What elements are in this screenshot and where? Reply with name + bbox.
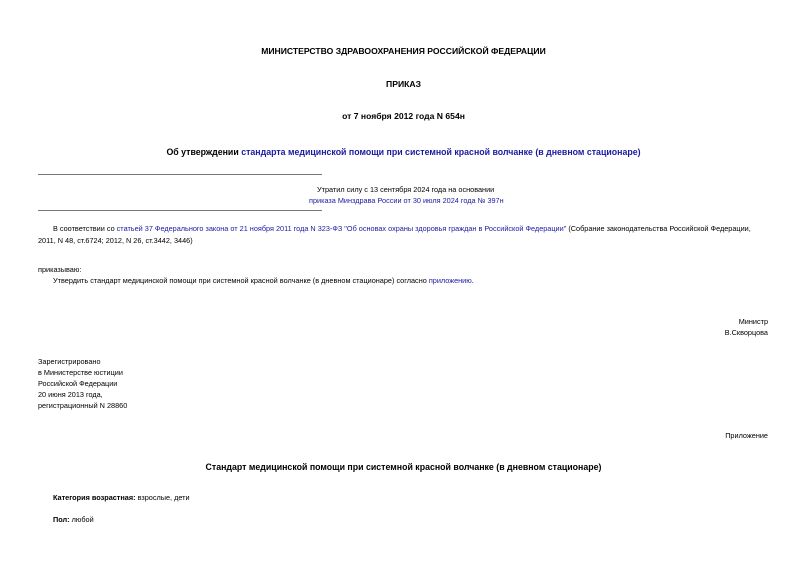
divider-bottom [38,210,322,211]
preamble-paragraph [38,223,770,246]
preamble-text-start: В соответствии со [53,224,117,233]
age-category [53,492,190,503]
doc-date-number: от 7 ноября 2012 года N 654н [342,111,465,121]
doc-type-heading: ПРИКАЗ [386,79,421,89]
order-text-body: Утвердить стандарт медицинской помощи при системной красной волчанке (в дневном стационаре) согласно [53,276,429,285]
sex-label: Пол: [53,515,70,524]
registration-line: регистрационный N 28860 [38,401,128,410]
law-link[interactable]: статьей 37 Федерального закона от 21 ноября 2011 года N 323-ФЗ "Об основах охраны здоровья граждан в Российской Федерации" [116,224,567,233]
sex-value: любой [69,515,94,524]
registration-line: Российской Федерации [38,379,118,388]
status-note-line1: Утратил силу с 13 сентября 2024 года на основании [317,185,495,194]
order-text [53,275,474,286]
document-title [0,147,807,157]
registration-line: Зарегистрировано [38,357,101,366]
title-prefix: Об утверждении [166,147,242,157]
ministry-heading: МИНИСТЕРСТВО ЗДРАВООХРАНЕНИЯ РОССИЙСКОЙ ФЕДЕРАЦИИ [261,46,546,56]
age-category-label: Категория возрастная: [53,493,136,502]
title-link[interactable]: стандарта медицинской помощи при системной красной волчанке (в дневном стационаре) [241,147,641,157]
sex-category [53,514,94,525]
signature-name: В.Скворцова [724,328,768,337]
signature-position: Министр [738,317,768,326]
status-note-link[interactable]: приказа Минздрава России от 30 июля 2024 года № 397н [309,196,504,205]
preamble-text-end: (Собрание законодательства Российской Федерации, 2011, N 48, ст.6724; 2012, N 26, ст.3442, 3446) [38,224,751,245]
age-category-value: взрослые, дети [135,493,190,502]
order-text-end: . [471,276,474,285]
order-word: приказываю: [38,265,82,274]
appendix-title: Стандарт медицинской помощи при системной красной волчанке (в дневном стационаре) [205,462,602,472]
divider-top [38,174,322,175]
appendix-link[interactable]: приложению [428,276,472,285]
registration-line: в Министерстве юстиции [38,368,123,377]
registration-line: 20 июня 2013 года, [38,390,103,399]
appendix-label: Приложение [725,431,768,440]
